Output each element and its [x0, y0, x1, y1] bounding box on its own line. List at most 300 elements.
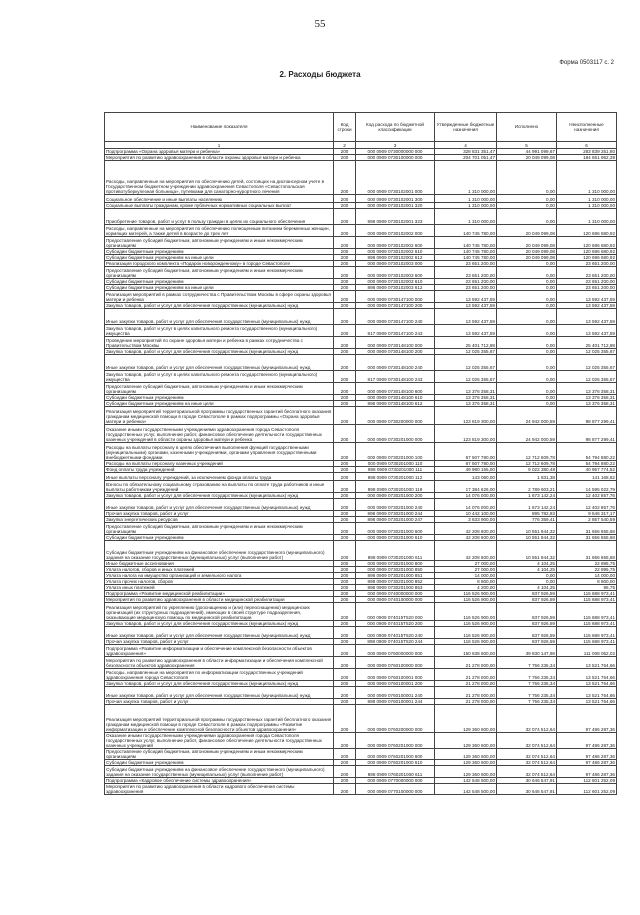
cell-remaining: 13 376 358,31: [557, 401, 617, 407]
cell-remaining: 184 651 952,39: [557, 155, 617, 161]
cell-executed: 32 074 512,64: [497, 749, 557, 760]
cell-line-code: 200: [334, 733, 356, 749]
cell-remaining: 8 800,00: [557, 579, 617, 585]
cell-line-code: 200: [334, 461, 356, 467]
cell-remaining: 31 656 655,68: [557, 541, 617, 561]
cell-executed: 837 926,59: [497, 639, 557, 645]
cell-remaining: 23 651 200,00: [557, 261, 617, 267]
cell-remaining: 115 688 973,41: [557, 639, 617, 645]
cell-executed: 39 830 147,98: [497, 645, 557, 657]
cell-budget-code: 000 0909 074015Т520 200: [356, 621, 435, 627]
table-row: [105, 687, 617, 699]
cell-approved: 14 000,00: [435, 573, 497, 579]
cell-executed: 837 926,59: [497, 597, 557, 603]
cell-line-code: 200: [334, 784, 356, 795]
cell-remaining: 1 310 000,00: [557, 195, 617, 203]
cell-executed: 0,00: [497, 383, 557, 395]
cell-remaining: 13 521 764,66: [557, 687, 617, 699]
cell-approved: 21 278 000,00: [435, 699, 497, 705]
table-row: [105, 473, 617, 481]
cell-budget-code: 000 0909 0730102001 300: [356, 195, 435, 203]
cell-name: Социальные выплаты гражданам, кроме публичных нормативных социальных выплат: [105, 203, 334, 209]
cell-line-code: 200: [334, 567, 356, 573]
cell-line-code: 200: [334, 337, 356, 349]
cell-budget-code: 898 0909 0730102002 612: [356, 255, 435, 261]
cell-remaining: 98 877 299,41: [557, 425, 617, 443]
cell-budget-code: 000 0909 0730201000 240: [356, 499, 435, 511]
cell-line-code: 200: [334, 349, 356, 355]
cell-remaining: 31 656 655,68: [557, 523, 617, 535]
cell-name: Проведение мероприятий по охране здоровья матери и ребенка в рамках сотрудничества с Правительством Москвы: [105, 337, 334, 349]
cell-name: Уплата налога на имущество организаций и земельного налога: [105, 573, 334, 579]
cell-line-code: 200: [334, 597, 356, 603]
cell-remaining: 97 486 287,36: [557, 760, 617, 766]
cell-executed: 24 942 000,59: [497, 407, 557, 425]
cell-name: Иные бюджетные ассигнования: [105, 561, 334, 567]
cell-remaining: 13 521 764,66: [557, 657, 617, 669]
cell-name: Мероприятия по развитию здравоохранения в области медицинской реабилитации: [105, 597, 334, 603]
table-row: [105, 309, 617, 325]
table-row: [105, 766, 617, 778]
cell-approved: 140 745 780,00: [435, 249, 497, 255]
cell-line-code: 200: [334, 383, 356, 395]
cell-remaining: 22 895,75: [557, 561, 617, 567]
cell-executed: 0,00: [497, 195, 557, 203]
cell-approved: 25 401 712,98: [435, 337, 497, 349]
table-row: [105, 325, 617, 337]
cell-line-code: 200: [334, 749, 356, 760]
cell-executed: 20 049 099,08: [497, 249, 557, 255]
cell-executed: 32 074 512,64: [497, 760, 557, 766]
table-row: [105, 669, 617, 681]
cell-line-code: 200: [334, 249, 356, 255]
cell-budget-code: 000 0909 0740000000 000: [356, 591, 435, 597]
table-row: [105, 657, 617, 669]
cell-remaining: 13 592 437,59: [557, 309, 617, 325]
cell-remaining: 23 651 200,00: [557, 267, 617, 279]
cell-name: Реализация мероприятий по укреплению (дооснащению и (или) переоснащению) медицинских организаций (их структурных подразделений), имеющих в своей структуре подразделения, оказывающие медицинскую помощь по медицинской реабилитации: [105, 603, 334, 621]
cell-remaining: 120 696 680,92: [557, 249, 617, 255]
cell-executed: 0,00: [497, 395, 557, 401]
cell-line-code: 200: [334, 309, 356, 325]
cell-executed: 0,00: [497, 291, 557, 303]
cell-budget-code: 000 0909 0730000000 000: [356, 149, 435, 155]
cell-name: Прочая закупка товаров, работ и услуг: [105, 511, 334, 517]
cell-approved: 49 980 155,00: [435, 467, 497, 473]
cell-remaining: 115 688 973,41: [557, 597, 617, 603]
table-row: [105, 267, 617, 279]
cell-budget-code: 000 0909 0730100000 000: [356, 155, 435, 161]
table-row: [105, 209, 617, 225]
cell-line-code: 200: [334, 591, 356, 597]
cell-approved: 12 025 355,67: [435, 349, 497, 355]
cell-approved: 1 310 000,00: [435, 195, 497, 203]
cell-name: Закупка товаров, работ и услуг для обеспечения государственных (муниципальных) нужд: [105, 303, 334, 309]
cell-remaining: 283 839 251,80: [557, 149, 617, 155]
cell-budget-code: 000 0909 0730147100 200: [356, 303, 435, 309]
cell-remaining: 115 688 973,41: [557, 627, 617, 639]
cell-remaining: 23 651 200,00: [557, 285, 617, 291]
cell-line-code: 200: [334, 517, 356, 523]
cell-line-code: 200: [334, 237, 356, 249]
cell-name: Субсидии бюджетным учреждениям на иные цели: [105, 285, 334, 291]
cell-approved: 1 310 000,00: [435, 209, 497, 225]
table-row: [105, 225, 617, 237]
cell-approved: 123 819 300,00: [435, 425, 497, 443]
table-body: [105, 149, 617, 795]
cell-name: Взносы по обязательному социальному страхованию на выплаты по оплате труда работников и иные выплаты работникам учреждений: [105, 481, 334, 493]
cell-budget-code: 000 0909 0730102002 610: [356, 249, 435, 255]
cell-budget-code: 000 0909 0770000000 000: [356, 778, 435, 784]
cell-name: Реализация мероприятий территориальной программы государственных гарантий бесплатного оказания гражданам медицинской помощи в городе Севастополе в рамках подпрограммы «Развитие информатизации и обеспечение комплексной безопасности объектов здравоохранения»: [105, 705, 334, 733]
cell-line-code: 200: [334, 155, 356, 161]
cell-remaining: 25 401 712,98: [557, 337, 617, 349]
cell-executed: 0,00: [497, 349, 557, 355]
cell-approved: 13 376 358,31: [435, 401, 497, 407]
cell-line-code: 200: [334, 778, 356, 784]
cell-name: Иные закупки товаров, работ и услуг для обеспечения государственных (муниципальных) нужд: [105, 687, 334, 699]
cell-budget-code: 898 0909 0760100001 244: [356, 699, 435, 705]
table-row: [105, 371, 617, 383]
cell-executed: 0,00: [497, 203, 557, 209]
table-row: [105, 481, 617, 493]
cell-name: Подпрограмма «Кадровое обеспечение системы здравоохранения»: [105, 778, 334, 784]
cell-budget-code: 000 0909 0770100000 000: [356, 784, 435, 795]
cell-approved: 10 442 100,00: [435, 511, 497, 517]
cell-executed: 0,00: [497, 573, 557, 579]
cell-remaining: 2 857 540,59: [557, 517, 617, 523]
cell-name: Подпрограмма «Развитие информатизации и обеспечение комплексной безопасности объектов здравоохранения»: [105, 645, 334, 657]
cell-line-code: 200: [334, 425, 356, 443]
cell-line-code: 200: [334, 493, 356, 499]
cell-approved: 12 025 355,67: [435, 371, 497, 383]
cell-budget-code: 898 0909 0730201000 112: [356, 473, 435, 481]
cell-name: Иные закупки товаров, работ и услуг для обеспечения государственных (муниципальных) нужд: [105, 627, 334, 639]
cell-line-code: 200: [334, 371, 356, 383]
cell-executed: 10 551 944,32: [497, 535, 557, 541]
expenditures-table: [104, 112, 617, 795]
cell-budget-code: 000 0909 0730102002 600: [356, 237, 435, 249]
cell-line-code: 200: [334, 499, 356, 511]
cell-remaining: 111 008 052,02: [557, 645, 617, 657]
cell-approved: 13 592 437,59: [435, 291, 497, 303]
cell-budget-code: 000 0909 0730201000 600: [356, 523, 435, 535]
cell-budget-code: 000 0909 0730147100 240: [356, 309, 435, 325]
cell-line-code: 200: [334, 639, 356, 645]
cell-name: Иные выплаты персоналу учреждений, за исключением фонда оплаты труда: [105, 473, 334, 481]
cell-name: Мероприятия по развитию здравоохранения в области охраны здоровья матери и ребенка: [105, 155, 334, 161]
cell-executed: 20 049 099,08: [497, 237, 557, 249]
cell-line-code: 200: [334, 541, 356, 561]
cell-line-code: 200: [334, 401, 356, 407]
cell-name: Закупка товаров, работ и услуг в целях капитального ремонта государственного (муниципального) имущества: [105, 371, 334, 383]
cell-name: Предоставление субсидий бюджетным, автономным учреждениям и иным некоммерческим организациям: [105, 383, 334, 395]
table-row: [105, 523, 617, 535]
cell-line-code: 200: [334, 699, 356, 705]
cell-budget-code: 000 0909 0730201000 800: [356, 561, 435, 567]
cell-name: Закупка товаров, работ и услуг для обеспечения государственных (муниципальных) нужд: [105, 493, 334, 499]
cell-budget-code: 817 0909 0730147100 243: [356, 325, 435, 337]
cell-budget-code: 000 0909 0760201000 600: [356, 749, 435, 760]
cell-approved: 140 745 780,00: [435, 237, 497, 249]
cell-approved: 14 076 000,00: [435, 499, 497, 511]
cell-line-code: 200: [334, 355, 356, 371]
cell-remaining: 95,75: [557, 585, 617, 591]
cell-name: Субсидии бюджетным учреждениям: [105, 760, 334, 766]
cell-executed: 24 942 000,59: [497, 425, 557, 443]
cell-approved: 1 310 000,00: [435, 161, 497, 195]
cell-budget-code: 000 0909 0730148100 240: [356, 355, 435, 371]
cell-line-code: 200: [334, 669, 356, 681]
cell-budget-code: 000 0909 0730201000 610: [356, 535, 435, 541]
cell-remaining: 23 651 200,00: [557, 279, 617, 285]
cell-executed: 0,00: [497, 285, 557, 291]
cell-name: Уплата налогов, сборов и иных платежей: [105, 567, 334, 573]
table-row: [105, 603, 617, 621]
cell-approved: 21 278 000,00: [435, 687, 497, 699]
cell-name: Предоставление субсидий бюджетным, автономным учреждениям и иным некоммерческим организациям: [105, 267, 334, 279]
cell-remaining: 120 696 680,92: [557, 225, 617, 237]
cell-remaining: 120 696 680,92: [557, 255, 617, 261]
cell-remaining: 97 486 287,36: [557, 705, 617, 733]
cell-budget-code: 898 0909 0730201000 853: [356, 585, 435, 591]
cell-name: Субсидии бюджетным учреждениям на финансовое обеспечение государственного (муниципального) задания на оказание государственных (муниципальных) услуг (выполнение работ): [105, 541, 334, 561]
cell-line-code: 200: [334, 407, 356, 425]
cell-budget-code: 000 0909 0760000000 000: [356, 645, 435, 657]
cell-approved: 129 360 600,00: [435, 760, 497, 766]
cell-executed: 0,00: [497, 279, 557, 285]
cell-name: Предоставление субсидий бюджетным, автономным учреждениям и иным некоммерческим организациям: [105, 237, 334, 249]
cell-remaining: 12 402 857,76: [557, 499, 617, 511]
cell-budget-code: 000 0909 0730201000 100: [356, 443, 435, 461]
cell-line-code: 200: [334, 195, 356, 203]
cell-name: Реализация городского комплекта «Подарок новорожденному» в городе Севастополе: [105, 261, 334, 267]
cell-approved: 142 548 500,00: [435, 778, 497, 784]
cell-line-code: 200: [334, 481, 356, 493]
table-row: [105, 291, 617, 303]
cell-name: Фонд оплаты труда учреждений: [105, 467, 334, 473]
cell-budget-code: 000 0909 0730148100 600: [356, 383, 435, 395]
cell-name: Субсидии бюджетным учреждениям: [105, 249, 334, 255]
cell-remaining: 13 376 358,31: [557, 383, 617, 395]
cell-line-code: 200: [334, 511, 356, 517]
cell-executed: 4 104,25: [497, 585, 557, 591]
header-approved: Утвержденные бюджетные назначения: [435, 113, 497, 142]
cell-executed: 837 926,59: [497, 603, 557, 621]
cell-line-code: 200: [334, 209, 356, 225]
cell-executed: 0,00: [497, 325, 557, 337]
cell-executed: 837 926,59: [497, 627, 557, 639]
cell-executed: 2 789 603,21: [497, 481, 557, 493]
table-row: [105, 749, 617, 760]
table-row: [105, 161, 617, 195]
cell-executed: 20 049 099,08: [497, 255, 557, 261]
cell-remaining: 13 521 764,66: [557, 681, 617, 687]
cell-budget-code: 000 0909 0730148100 000: [356, 337, 435, 349]
cell-remaining: 1 310 000,00: [557, 203, 617, 209]
cell-budget-code: 898 0909 0730201000 244: [356, 511, 435, 517]
table-row: [105, 383, 617, 395]
cell-remaining: 14 595 022,79: [557, 481, 617, 493]
cell-name: Субсидии бюджетным учреждениям: [105, 535, 334, 541]
cell-executed: 10 551 944,32: [497, 541, 557, 561]
cell-approved: 13 376 358,31: [435, 383, 497, 395]
cell-remaining: 97 486 287,36: [557, 749, 617, 760]
cell-executed: 0,00: [497, 161, 557, 195]
cell-name: Расходы, направленные на мероприятия по обеспечению детей, состоящих на диспансерном учете в Государственном бюджетном учреждении здравоохранения Севастополя «Севастопольская противотуберкулезная больница», путевками для санаторно-курортного лечения: [105, 161, 334, 195]
cell-budget-code: 000 0909 0760100001 000: [356, 669, 435, 681]
cell-approved: 116 526 900,00: [435, 603, 497, 621]
cell-line-code: 200: [334, 535, 356, 541]
cell-remaining: 40 957 774,52: [557, 467, 617, 473]
cell-executed: 7 756 235,34: [497, 669, 557, 681]
cell-executed: 20 049 099,08: [497, 155, 557, 161]
cell-line-code: 200: [334, 687, 356, 699]
cell-executed: 12 712 609,78: [497, 443, 557, 461]
cell-approved: 13 592 437,59: [435, 325, 497, 337]
cell-name: Иные закупки товаров, работ и услуг для обеспечения государственных (муниципальных) нужд: [105, 309, 334, 325]
cell-approved: 140 745 780,00: [435, 255, 497, 261]
cell-name: Реализация мероприятий территориальной программы государственных гарантий бесплатного оказания гражданам медицинской помощи в городе Севастополе в рамках подпрограммы «Охрана здоровья матери и ребенка»: [105, 407, 334, 425]
cell-budget-code: 898 0909 074015Т520 244: [356, 639, 435, 645]
cell-name: Оказание иными государственными учреждениями здравоохранения города Севастополя государственных услуг, выполнение работ, финансовое обеспечение деятельности государственных казенных учреждений в области охраны здоровья матери и ребенка: [105, 425, 334, 443]
table-row: [105, 784, 617, 795]
cell-line-code: 200: [334, 291, 356, 303]
cell-budget-code: 000 0909 0730102001 320: [356, 203, 435, 209]
table-row: [105, 355, 617, 371]
cell-line-code: 200: [334, 705, 356, 733]
cell-budget-code: 000 0909 0730102001 000: [356, 161, 435, 195]
cell-remaining: 12 402 857,76: [557, 493, 617, 499]
cell-executed: 1 673 142,24: [497, 493, 557, 499]
cell-budget-code: 000 0909 0730102002 000: [356, 225, 435, 237]
cell-remaining: 13 521 764,66: [557, 699, 617, 705]
cell-executed: 44 991 099,67: [497, 149, 557, 155]
cell-remaining: 112 601 252,09: [557, 784, 617, 795]
header-row: [105, 113, 617, 142]
cell-approved: 328 831 351,47: [435, 149, 497, 155]
cell-line-code: 200: [334, 443, 356, 461]
cell-name: Мероприятия по развитию здравоохранения в области кадрового обеспечения системы здравоохранения: [105, 784, 334, 795]
cell-name: Закупка товаров, работ и услуг для обеспечения государственных (муниципальных) нужд: [105, 349, 334, 355]
cell-budget-code: 000 0909 0730102003 000: [356, 261, 435, 267]
header-number: 2: [334, 142, 356, 149]
section-title: 2. Расходы бюджета: [279, 70, 361, 79]
cell-remaining: 13 376 358,31: [557, 395, 617, 401]
cell-budget-code: 000 0909 0760100001 200: [356, 681, 435, 687]
cell-executed: 7 756 235,34: [497, 681, 557, 687]
cell-line-code: 200: [334, 657, 356, 669]
cell-approved: 116 526 900,00: [435, 591, 497, 597]
cell-budget-code: 000 0909 074015Т520 000: [356, 603, 435, 621]
cell-budget-code: 000 0909 0760201000 610: [356, 760, 435, 766]
cell-approved: 21 278 000,00: [435, 669, 497, 681]
cell-line-code: 200: [334, 279, 356, 285]
cell-name: Закупка товаров, работ и услуг в целях капитального ремонта государственного (муниципального) имущества: [105, 325, 334, 337]
header-number: 1: [105, 142, 334, 149]
cell-budget-code: 000 0909 0740100000 000: [356, 597, 435, 603]
cell-executed: 30 646 547,91: [497, 784, 557, 795]
table-row: [105, 645, 617, 657]
cell-executed: 7 756 235,34: [497, 657, 557, 669]
cell-executed: 7 756 235,34: [497, 699, 557, 705]
table-row: [105, 705, 617, 733]
cell-approved: 13 592 437,59: [435, 303, 497, 309]
cell-remaining: 97 486 287,36: [557, 766, 617, 778]
cell-line-code: 200: [334, 203, 356, 209]
cell-budget-code: 000 0909 0730147100 000: [356, 291, 435, 303]
table-row: [105, 733, 617, 749]
cell-line-code: 200: [334, 225, 356, 237]
cell-approved: 1 310 000,00: [435, 203, 497, 209]
cell-name: Подпрограмма «Развитие медицинской реабилитации»: [105, 591, 334, 597]
cell-remaining: 12 025 355,67: [557, 355, 617, 371]
cell-budget-code: 898 0909 0730201000 111: [356, 467, 435, 473]
cell-remaining: 14 000,00: [557, 573, 617, 579]
cell-budget-code: 000 0909 0730201000 850: [356, 567, 435, 573]
cell-approved: 13 592 437,59: [435, 309, 497, 325]
cell-name: Расходы, направленные на мероприятия по информатизации государственных учреждений здравоохранения города Севастополя: [105, 669, 334, 681]
cell-approved: 140 745 780,00: [435, 225, 497, 237]
cell-approved: 27 000,00: [435, 567, 497, 573]
cell-budget-code: 898 0909 0730148100 612: [356, 401, 435, 407]
cell-line-code: 200: [334, 523, 356, 535]
cell-remaining: 98 877 299,41: [557, 407, 617, 425]
cell-line-code: 200: [334, 303, 356, 309]
cell-remaining: 115 688 973,41: [557, 621, 617, 627]
cell-line-code: 200: [334, 573, 356, 579]
cell-remaining: 31 656 655,68: [557, 535, 617, 541]
cell-line-code: 200: [334, 603, 356, 621]
table-row: [105, 425, 617, 443]
cell-executed: 9 022 380,48: [497, 467, 557, 473]
cell-name: Иные закупки товаров, работ и услуг для обеспечения государственных (муниципальных) нужд: [105, 499, 334, 511]
cell-executed: 32 074 512,64: [497, 766, 557, 778]
header-line-code: Код строки: [334, 113, 356, 142]
cell-budget-code: 000 0909 0730102003 610: [356, 279, 435, 285]
cell-budget-code: 000 0909 0760100001 240: [356, 687, 435, 699]
cell-approved: 42 208 600,00: [435, 535, 497, 541]
cell-executed: 32 074 512,64: [497, 705, 557, 733]
cell-name: Субсидии бюджетным учреждениям: [105, 279, 334, 285]
header-executed: Исполнено: [497, 113, 557, 142]
cell-approved: 129 360 600,00: [435, 766, 497, 778]
cell-line-code: 200: [334, 579, 356, 585]
cell-approved: 42 208 600,00: [435, 541, 497, 561]
cell-executed: 0,00: [497, 355, 557, 371]
cell-budget-code: 898 0909 0760201000 611: [356, 766, 435, 778]
cell-name: Расходы, направленные на мероприятия по обеспечению полноценным питанием беременных женщин, кормящих матерей, а также детей в возрасте до трех лет: [105, 225, 334, 237]
cell-line-code: 200: [334, 285, 356, 291]
cell-name: Субсидии бюджетным учреждениям на финансовое обеспечение государственного (муниципального) задания на оказание государственных (муниципальных) услуг (выполнение работ): [105, 766, 334, 778]
cell-executed: 0,00: [497, 371, 557, 383]
cell-approved: 21 278 000,00: [435, 657, 497, 669]
cell-remaining: 54 794 880,22: [557, 443, 617, 461]
cell-name: Субсидии бюджетным учреждениям: [105, 395, 334, 401]
cell-executed: 10 551 944,32: [497, 523, 557, 535]
cell-budget-code: 000 0909 0730201000 200: [356, 493, 435, 499]
cell-budget-code: 000 0909 0760201000 000: [356, 733, 435, 749]
cell-approved: 23 651 200,00: [435, 285, 497, 291]
cell-executed: 7 756 235,34: [497, 687, 557, 699]
cell-approved: 129 360 600,00: [435, 749, 497, 760]
cell-approved: 143 060,00: [435, 473, 497, 481]
cell-executed: 20 049 099,08: [497, 225, 557, 237]
cell-name: Субсидии бюджетным учреждениям на иные цели: [105, 255, 334, 261]
cell-name: Субсидии бюджетным учреждениям на иные цели: [105, 401, 334, 407]
cell-budget-code: 898 0909 0730201000 611: [356, 541, 435, 561]
cell-line-code: 200: [334, 261, 356, 267]
